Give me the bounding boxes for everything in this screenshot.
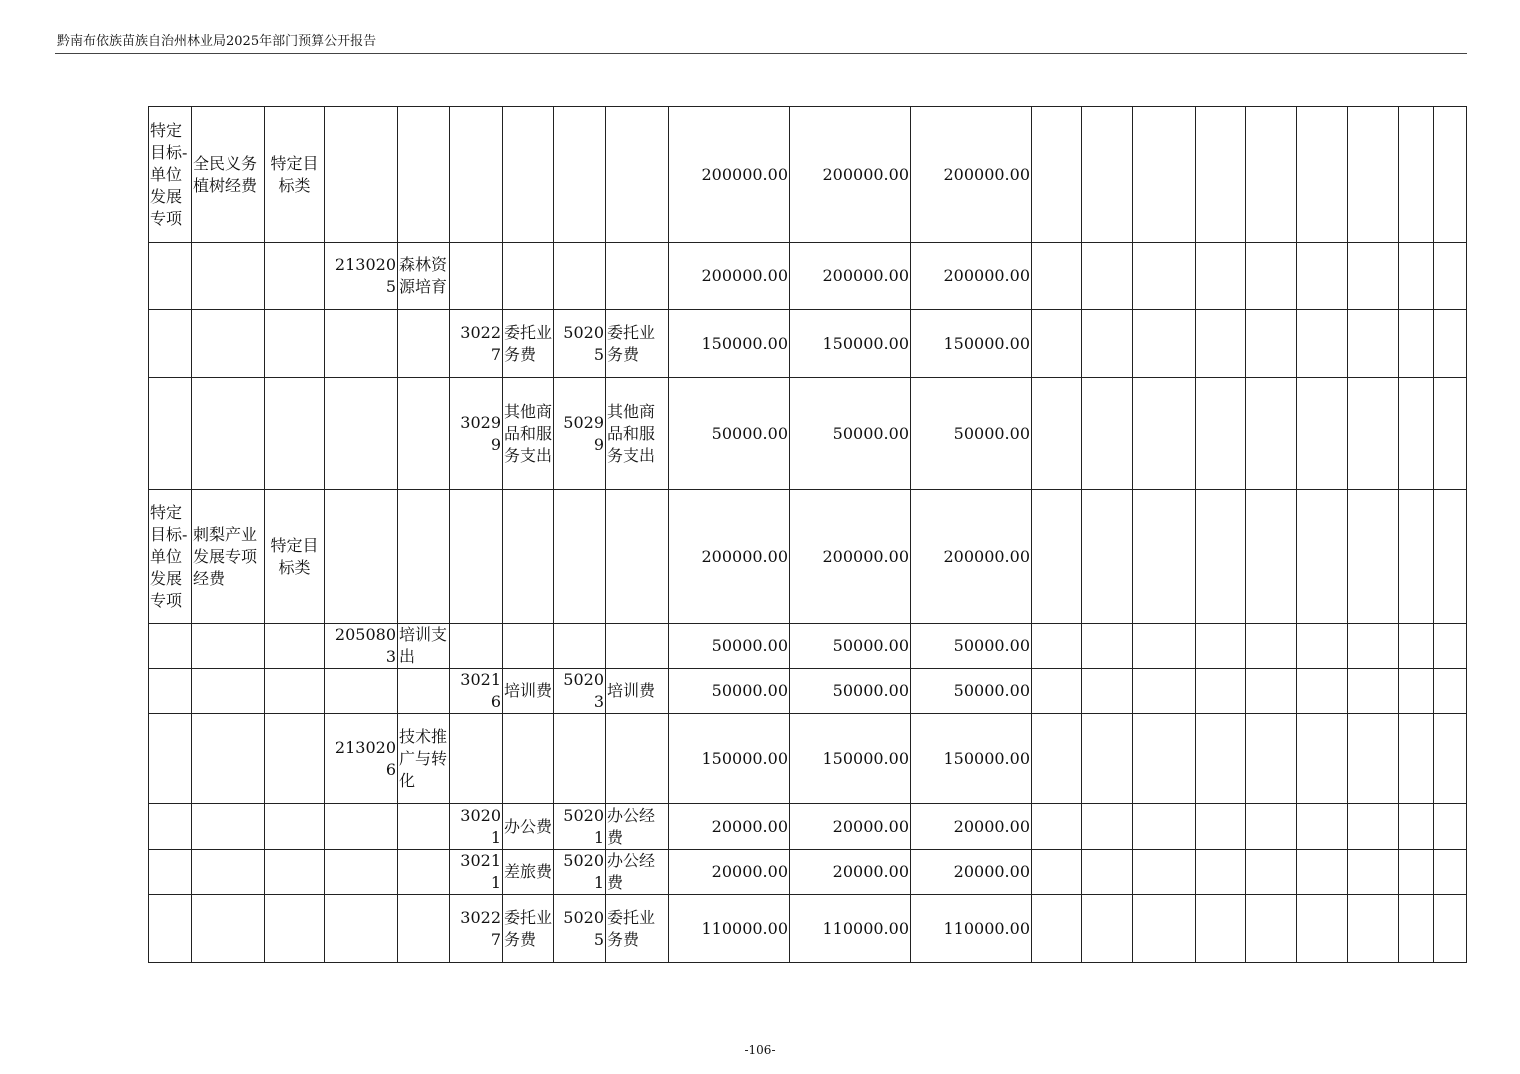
page-header-title: 黔南布依族苗族自治州林业局2025年部门预算公开报告	[57, 34, 377, 49]
cell-empty	[1032, 310, 1082, 378]
cell-function-name	[398, 804, 450, 850]
cell-empty	[1082, 378, 1133, 490]
table-row	[149, 310, 1467, 378]
cell-total-amount: 50000.00	[669, 624, 790, 669]
cell-gov-economic-code: 50201	[554, 850, 606, 895]
cell-allocation-amount: 200000.00	[911, 243, 1032, 310]
cell-empty	[1399, 310, 1434, 378]
cell-empty	[1399, 490, 1434, 624]
cell-empty	[1246, 378, 1297, 490]
cell-project-name	[192, 804, 265, 850]
cell-total-amount: 20000.00	[669, 804, 790, 850]
cell-project-type	[149, 624, 192, 669]
cell-empty	[1297, 850, 1348, 895]
cell-empty	[1196, 624, 1246, 669]
cell-empty	[1196, 243, 1246, 310]
table-row	[149, 669, 1467, 714]
cell-project-type: 特定目标-单位发展专项	[149, 490, 192, 624]
cell-project-type	[149, 804, 192, 850]
cell-economic-name: 其他商品和服务支出	[503, 378, 554, 490]
cell-gov-economic-code: 50205	[554, 895, 606, 963]
cell-gov-economic-code	[554, 107, 606, 243]
cell-empty	[1246, 850, 1297, 895]
cell-gov-economic-code	[554, 243, 606, 310]
cell-project-type	[149, 243, 192, 310]
cell-allocation-amount: 200000.00	[911, 107, 1032, 243]
cell-allocation-amount: 50000.00	[911, 669, 1032, 714]
cell-empty	[1434, 669, 1467, 714]
cell-empty	[1348, 669, 1399, 714]
cell-economic-code: 30201	[450, 804, 503, 850]
cell-gov-economic-name	[606, 107, 669, 243]
table-row	[149, 895, 1467, 963]
cell-economic-code: 30227	[450, 895, 503, 963]
cell-empty	[1196, 107, 1246, 243]
cell-project-category	[265, 714, 325, 804]
cell-total-amount: 50000.00	[669, 669, 790, 714]
cell-function-code: 2050803	[325, 624, 398, 669]
cell-function-name	[398, 490, 450, 624]
cell-empty	[1399, 107, 1434, 243]
cell-project-name	[192, 624, 265, 669]
cell-empty	[1082, 310, 1133, 378]
cell-total-amount: 150000.00	[669, 310, 790, 378]
cell-project-category	[265, 850, 325, 895]
cell-empty	[1133, 850, 1196, 895]
cell-empty	[1133, 669, 1196, 714]
cell-project-name	[192, 243, 265, 310]
cell-project-category	[265, 310, 325, 378]
cell-allocation-amount: 150000.00	[911, 310, 1032, 378]
cell-gov-economic-code	[554, 714, 606, 804]
cell-function-code	[325, 310, 398, 378]
table-row	[149, 107, 1467, 243]
cell-empty	[1032, 378, 1082, 490]
cell-empty	[1133, 895, 1196, 963]
cell-empty	[1297, 669, 1348, 714]
cell-project-category: 特定目标类	[265, 490, 325, 624]
cell-empty	[1246, 714, 1297, 804]
cell-function-name: 培训支出	[398, 624, 450, 669]
cell-economic-name	[503, 714, 554, 804]
cell-gov-economic-code: 50299	[554, 378, 606, 490]
cell-economic-name: 委托业务费	[503, 310, 554, 378]
cell-function-code	[325, 490, 398, 624]
cell-function-name	[398, 669, 450, 714]
cell-project-type	[149, 895, 192, 963]
cell-gov-economic-code: 50203	[554, 669, 606, 714]
cell-empty	[1196, 669, 1246, 714]
cell-project-category	[265, 378, 325, 490]
cell-empty	[1133, 624, 1196, 669]
cell-empty	[1032, 895, 1082, 963]
cell-project-type	[149, 378, 192, 490]
cell-total-amount: 50000.00	[669, 378, 790, 490]
cell-empty	[1032, 624, 1082, 669]
cell-economic-name: 差旅费	[503, 850, 554, 895]
cell-empty	[1082, 107, 1133, 243]
cell-economic-code: 30227	[450, 310, 503, 378]
cell-economic-code	[450, 107, 503, 243]
cell-empty	[1348, 107, 1399, 243]
cell-function-name	[398, 850, 450, 895]
cell-empty	[1032, 669, 1082, 714]
cell-empty	[1032, 243, 1082, 310]
cell-allocation-amount: 150000.00	[911, 714, 1032, 804]
cell-economic-code: 30216	[450, 669, 503, 714]
cell-project-name	[192, 714, 265, 804]
cell-empty	[1196, 490, 1246, 624]
cell-empty	[1196, 310, 1246, 378]
cell-empty	[1434, 243, 1467, 310]
cell-empty	[1133, 310, 1196, 378]
cell-empty	[1246, 107, 1297, 243]
cell-empty	[1348, 714, 1399, 804]
cell-subtotal-amount: 150000.00	[790, 714, 911, 804]
cell-total-amount: 110000.00	[669, 895, 790, 963]
cell-empty	[1434, 624, 1467, 669]
cell-project-category	[265, 895, 325, 963]
cell-empty	[1246, 895, 1297, 963]
cell-allocation-amount: 20000.00	[911, 850, 1032, 895]
cell-empty	[1399, 895, 1434, 963]
cell-project-type	[149, 714, 192, 804]
cell-gov-economic-code	[554, 490, 606, 624]
cell-economic-name: 委托业务费	[503, 895, 554, 963]
cell-empty	[1196, 804, 1246, 850]
cell-function-name	[398, 107, 450, 243]
cell-gov-economic-code	[554, 624, 606, 669]
cell-empty	[1082, 669, 1133, 714]
cell-project-type: 特定目标-单位发展专项	[149, 107, 192, 243]
cell-empty	[1434, 895, 1467, 963]
cell-empty	[1297, 895, 1348, 963]
cell-project-name	[192, 310, 265, 378]
cell-project-category: 特定目标类	[265, 107, 325, 243]
cell-empty	[1434, 378, 1467, 490]
cell-empty	[1434, 714, 1467, 804]
cell-allocation-amount: 20000.00	[911, 804, 1032, 850]
cell-project-name	[192, 895, 265, 963]
cell-subtotal-amount: 50000.00	[790, 624, 911, 669]
cell-project-name: 全民义务植树经费	[192, 107, 265, 243]
cell-empty	[1348, 378, 1399, 490]
cell-economic-code	[450, 714, 503, 804]
cell-empty	[1348, 624, 1399, 669]
cell-economic-name: 培训费	[503, 669, 554, 714]
cell-empty	[1196, 895, 1246, 963]
cell-empty	[1434, 310, 1467, 378]
cell-empty	[1348, 850, 1399, 895]
cell-economic-name	[503, 243, 554, 310]
table-row	[149, 850, 1467, 895]
cell-empty	[1297, 624, 1348, 669]
budget-table-body	[149, 107, 1467, 963]
cell-empty	[1196, 378, 1246, 490]
cell-empty	[1297, 243, 1348, 310]
cell-empty	[1133, 804, 1196, 850]
cell-empty	[1246, 669, 1297, 714]
cell-subtotal-amount: 200000.00	[790, 243, 911, 310]
cell-empty	[1082, 490, 1133, 624]
cell-empty	[1082, 895, 1133, 963]
cell-project-type	[149, 669, 192, 714]
cell-empty	[1348, 895, 1399, 963]
cell-empty	[1246, 804, 1297, 850]
cell-gov-economic-name: 培训费	[606, 669, 669, 714]
cell-empty	[1246, 310, 1297, 378]
cell-function-code	[325, 669, 398, 714]
cell-total-amount: 200000.00	[669, 490, 790, 624]
cell-gov-economic-name: 办公经费	[606, 804, 669, 850]
cell-function-code	[325, 850, 398, 895]
cell-empty	[1032, 804, 1082, 850]
cell-project-name	[192, 378, 265, 490]
cell-empty	[1082, 243, 1133, 310]
cell-empty	[1032, 850, 1082, 895]
cell-allocation-amount: 110000.00	[911, 895, 1032, 963]
cell-gov-economic-name	[606, 624, 669, 669]
cell-empty	[1399, 850, 1434, 895]
cell-economic-code	[450, 490, 503, 624]
cell-empty	[1196, 850, 1246, 895]
cell-gov-economic-name: 其他商品和服务支出	[606, 378, 669, 490]
cell-empty	[1133, 490, 1196, 624]
table-row	[149, 804, 1467, 850]
cell-project-category	[265, 243, 325, 310]
cell-gov-economic-name	[606, 714, 669, 804]
cell-total-amount: 200000.00	[669, 243, 790, 310]
cell-empty	[1297, 490, 1348, 624]
cell-economic-code	[450, 243, 503, 310]
header-divider	[55, 53, 1467, 54]
cell-empty	[1133, 243, 1196, 310]
cell-empty	[1434, 804, 1467, 850]
cell-allocation-amount: 50000.00	[911, 378, 1032, 490]
cell-empty	[1082, 804, 1133, 850]
cell-project-category	[265, 804, 325, 850]
cell-total-amount: 20000.00	[669, 850, 790, 895]
cell-project-name: 刺梨产业发展专项经费	[192, 490, 265, 624]
cell-gov-economic-code: 50205	[554, 310, 606, 378]
table-row	[149, 378, 1467, 490]
cell-empty	[1133, 107, 1196, 243]
cell-empty	[1032, 107, 1082, 243]
cell-empty	[1196, 714, 1246, 804]
cell-empty	[1399, 243, 1434, 310]
cell-function-name	[398, 378, 450, 490]
cell-economic-name: 办公费	[503, 804, 554, 850]
cell-function-name: 森林资源培育	[398, 243, 450, 310]
cell-empty	[1133, 714, 1196, 804]
cell-gov-economic-name	[606, 490, 669, 624]
cell-function-code	[325, 107, 398, 243]
cell-gov-economic-name	[606, 243, 669, 310]
cell-function-code	[325, 895, 398, 963]
cell-empty	[1348, 243, 1399, 310]
cell-economic-name	[503, 490, 554, 624]
cell-empty	[1246, 243, 1297, 310]
cell-function-name	[398, 310, 450, 378]
cell-project-category	[265, 669, 325, 714]
cell-subtotal-amount: 20000.00	[790, 804, 911, 850]
cell-empty	[1399, 378, 1434, 490]
cell-empty	[1297, 310, 1348, 378]
cell-empty	[1399, 669, 1434, 714]
cell-empty	[1348, 490, 1399, 624]
cell-economic-name	[503, 624, 554, 669]
cell-total-amount: 150000.00	[669, 714, 790, 804]
table-row	[149, 490, 1467, 624]
cell-function-name: 技术推广与转化	[398, 714, 450, 804]
cell-empty	[1082, 624, 1133, 669]
cell-project-type	[149, 310, 192, 378]
cell-empty	[1434, 850, 1467, 895]
cell-empty	[1032, 490, 1082, 624]
cell-empty	[1082, 714, 1133, 804]
cell-economic-code: 30211	[450, 850, 503, 895]
cell-function-code	[325, 378, 398, 490]
cell-empty	[1399, 624, 1434, 669]
cell-total-amount: 200000.00	[669, 107, 790, 243]
page-number: -106-	[744, 1043, 776, 1057]
cell-subtotal-amount: 150000.00	[790, 310, 911, 378]
table-row	[149, 243, 1467, 310]
cell-economic-code	[450, 624, 503, 669]
cell-subtotal-amount: 200000.00	[790, 490, 911, 624]
cell-empty	[1297, 378, 1348, 490]
cell-project-category	[265, 624, 325, 669]
cell-gov-economic-code: 50201	[554, 804, 606, 850]
cell-empty	[1032, 714, 1082, 804]
table-row	[149, 714, 1467, 804]
cell-empty	[1348, 804, 1399, 850]
cell-gov-economic-name: 委托业务费	[606, 310, 669, 378]
cell-function-code	[325, 804, 398, 850]
cell-empty	[1434, 107, 1467, 243]
cell-empty	[1082, 850, 1133, 895]
cell-empty	[1246, 624, 1297, 669]
cell-gov-economic-name: 办公经费	[606, 850, 669, 895]
cell-function-name	[398, 895, 450, 963]
cell-empty	[1133, 378, 1196, 490]
cell-empty	[1246, 490, 1297, 624]
cell-economic-code: 30299	[450, 378, 503, 490]
cell-subtotal-amount: 50000.00	[790, 669, 911, 714]
cell-allocation-amount: 50000.00	[911, 624, 1032, 669]
cell-function-code: 2130206	[325, 714, 398, 804]
cell-subtotal-amount: 110000.00	[790, 895, 911, 963]
cell-gov-economic-name: 委托业务费	[606, 895, 669, 963]
cell-subtotal-amount: 20000.00	[790, 850, 911, 895]
cell-project-name	[192, 669, 265, 714]
cell-allocation-amount: 200000.00	[911, 490, 1032, 624]
cell-project-type	[149, 850, 192, 895]
cell-empty	[1399, 804, 1434, 850]
cell-economic-name	[503, 107, 554, 243]
cell-project-name	[192, 850, 265, 895]
cell-empty	[1348, 310, 1399, 378]
cell-subtotal-amount: 50000.00	[790, 378, 911, 490]
cell-empty	[1297, 107, 1348, 243]
cell-empty	[1297, 714, 1348, 804]
cell-function-code: 2130205	[325, 243, 398, 310]
cell-empty	[1399, 714, 1434, 804]
cell-empty	[1297, 804, 1348, 850]
budget-table	[148, 106, 1467, 963]
cell-subtotal-amount: 200000.00	[790, 107, 911, 243]
table-row	[149, 624, 1467, 669]
cell-empty	[1434, 490, 1467, 624]
